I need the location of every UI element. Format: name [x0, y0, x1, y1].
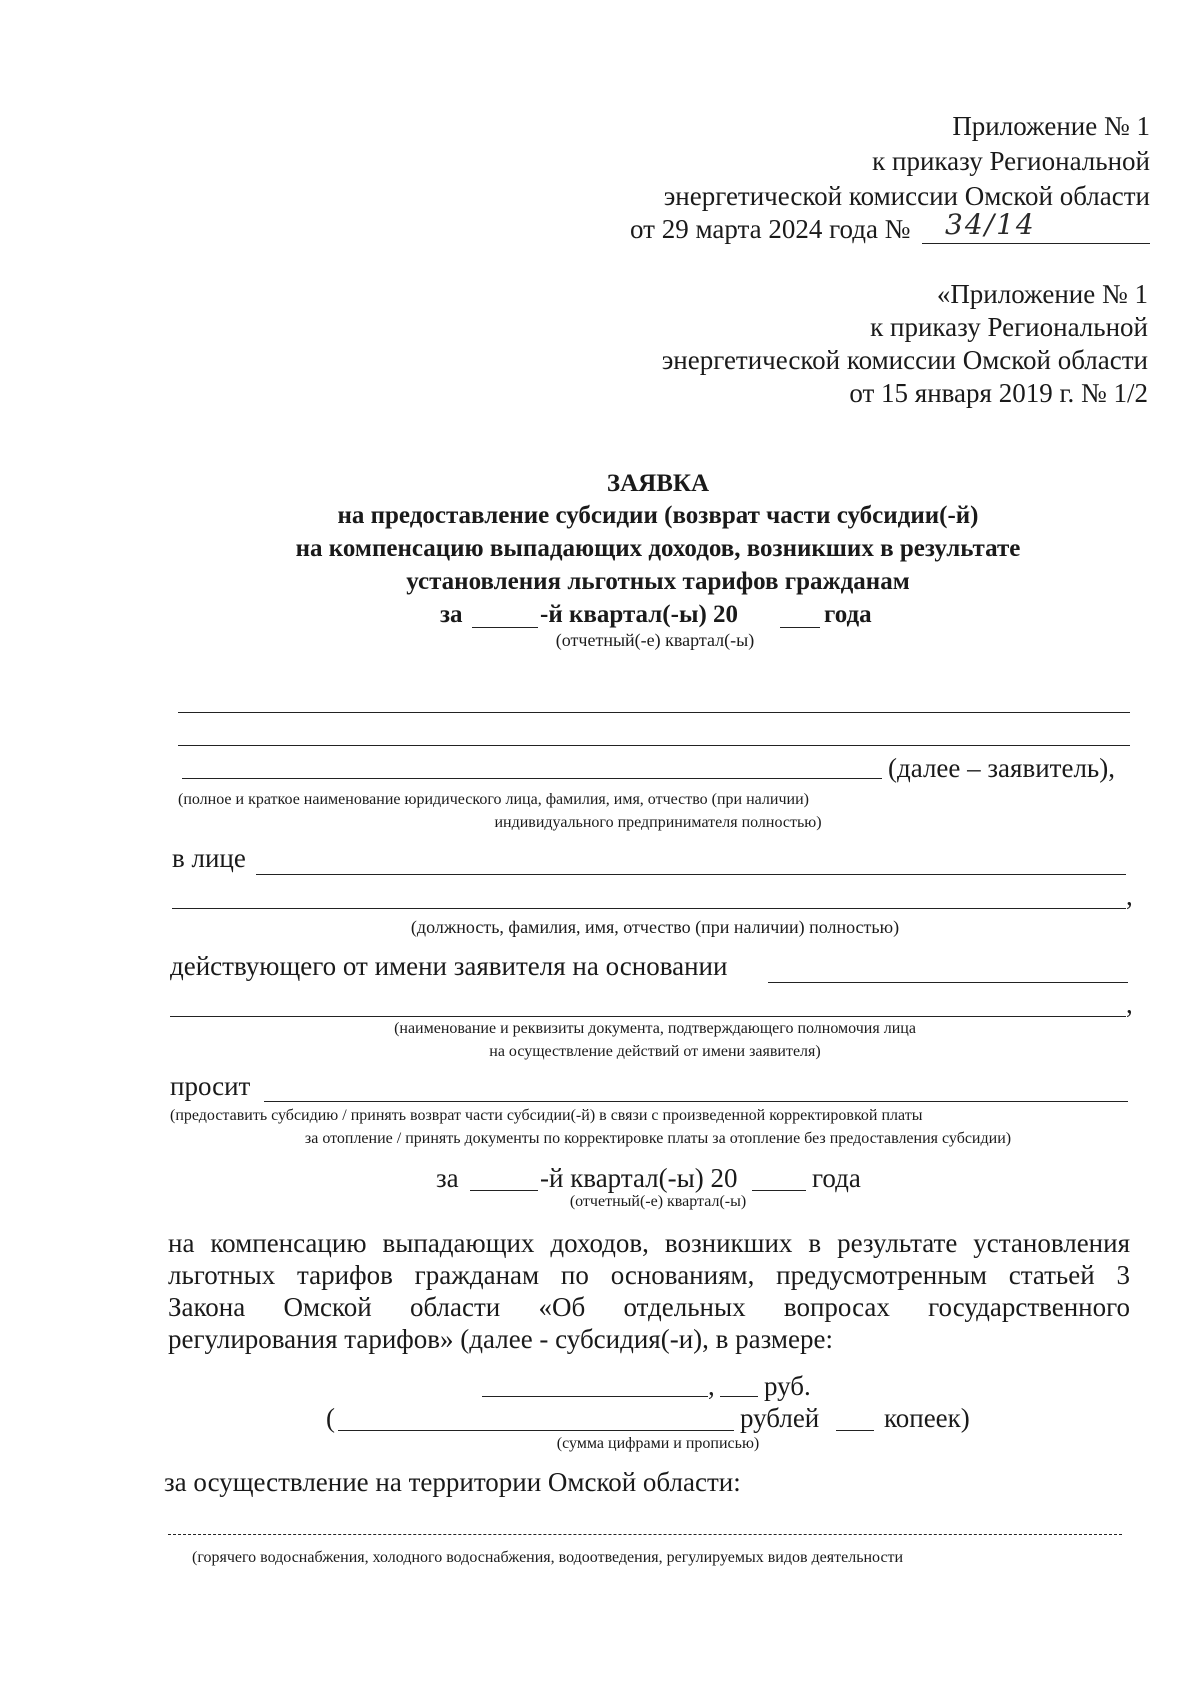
- title-line2: на компенсацию выпадающих доходов, возникших в результате: [295, 535, 1021, 562]
- header1-line3: энергетической комиссии Омской области: [663, 181, 1150, 211]
- applicant-caption-2: индивидуального предпринимателя полностью): [494, 814, 822, 831]
- request-caption-2: за отопление / принять документы по корректировке платы за отопление без предоставления субсидии): [304, 1130, 1012, 1147]
- territory-label: за осуществление на территории Омской области:: [164, 1467, 741, 1497]
- request-quarter-blank[interactable]: [470, 1190, 538, 1191]
- request-period-quarter: -й квартал(-ы) 20: [540, 1163, 738, 1193]
- header2-line1: «Приложение № 1: [936, 279, 1148, 309]
- amount-kopecks-label: копеек): [884, 1403, 970, 1433]
- header1-line1: Приложение № 1: [952, 111, 1150, 141]
- territory-caption: (горячего водоснабжения, холодного водоснабжения, водоотведения, регулируемых видов деятельности: [192, 1549, 904, 1566]
- request-period-za: за: [436, 1163, 459, 1193]
- amount-caption: (сумма цифрами и прописью): [556, 1435, 760, 1452]
- title-year-blank[interactable]: [780, 627, 820, 628]
- applicant-line-2[interactable]: [178, 745, 1130, 746]
- title-period-za: за: [440, 601, 463, 628]
- basis-caption-1: (наименование и реквизиты документа, подтверждающего полномочия лица: [394, 1020, 916, 1037]
- title-line1: на предоставление субсидии (возврат части субсидии(-й): [337, 502, 979, 529]
- title-period-quarter: -й квартал(-ы) 20: [540, 601, 739, 628]
- amount-comma: ,: [708, 1371, 715, 1401]
- basis-line-1[interactable]: [768, 982, 1128, 983]
- request-period-caption: (отчетный(-е) квартал(-ы): [569, 1193, 747, 1210]
- applicant-line-3[interactable]: [182, 778, 882, 779]
- amount-kopecks-digits-blank[interactable]: [720, 1396, 758, 1397]
- basis-label: действующего от имени заявителя на основании: [170, 951, 728, 981]
- header1-line4: от 29 марта 2024 года №: [630, 214, 911, 244]
- basis-line-2[interactable]: [170, 1016, 1126, 1017]
- header1-line2: к приказу Региональной: [872, 146, 1150, 176]
- representative-label: в лице: [172, 843, 246, 873]
- body-line-2: льготных тарифов гражданам по основаниям, предусмотренным статьей 3: [168, 1260, 1130, 1290]
- request-line[interactable]: [264, 1101, 1128, 1102]
- amount-kopecks-blank[interactable]: [836, 1430, 874, 1431]
- request-year-blank[interactable]: [752, 1190, 806, 1191]
- request-label: просит: [170, 1071, 251, 1101]
- applicant-line-1[interactable]: [178, 712, 1130, 713]
- representative-caption: (должность, фамилия, имя, отчество (при наличии) полностью): [410, 917, 900, 937]
- header2-line4: от 15 января 2019 г. № 1/2: [849, 378, 1148, 408]
- header2-line2: к приказу Региональной: [870, 312, 1148, 342]
- header2-line3: энергетической комиссии Омской области: [661, 345, 1148, 375]
- body-paragraph: [168, 1227, 1130, 1355]
- title-quarter-blank[interactable]: [472, 627, 538, 628]
- title-period-caption: (отчетный(-е) квартал(-ы): [555, 630, 755, 650]
- body-line-1: на компенсацию выпадающих доходов, возникших в результате установления: [168, 1228, 1130, 1258]
- body-line-4: регулирования тарифов» (далее - субсидия(-и), в размере:: [168, 1324, 833, 1354]
- representative-line-2[interactable]: [172, 908, 1126, 909]
- amount-rubles-digits-blank[interactable]: [482, 1396, 708, 1397]
- amount-rubles-label: рублей: [740, 1403, 820, 1433]
- basis-caption-2: на осуществление действий от имени заявителя): [489, 1043, 821, 1060]
- title-main: ЗАЯВКА: [606, 470, 710, 497]
- body-line-3: Закона Омской области «Об отдельных вопросах государственного: [168, 1292, 1130, 1322]
- title-period-year: года: [824, 601, 872, 628]
- territory-line[interactable]: [168, 1534, 1122, 1535]
- applicant-suffix: (далее – заявитель),: [888, 753, 1115, 783]
- request-caption-1: (предоставить субсидию / принять возврат части субсидии(-й) в связи с произведенной корректировкой платы: [170, 1107, 923, 1124]
- title-line3: установления льготных тарифов гражданам: [406, 568, 910, 595]
- order-number-handwritten: 34/14: [945, 208, 1036, 241]
- order-number-underline: [922, 243, 1150, 244]
- amount-rubles-words-blank[interactable]: [338, 1430, 734, 1431]
- representative-comma: ,: [1126, 881, 1133, 911]
- representative-line-1[interactable]: [256, 874, 1126, 875]
- request-period-year: года: [812, 1163, 861, 1193]
- amount-rub-label: руб.: [764, 1371, 811, 1401]
- applicant-caption-1: (полное и краткое наименование юридического лица, фамилия, имя, отчество (при наличии): [178, 791, 809, 808]
- amount-open-paren: (: [326, 1403, 335, 1433]
- basis-comma: ,: [1126, 989, 1133, 1019]
